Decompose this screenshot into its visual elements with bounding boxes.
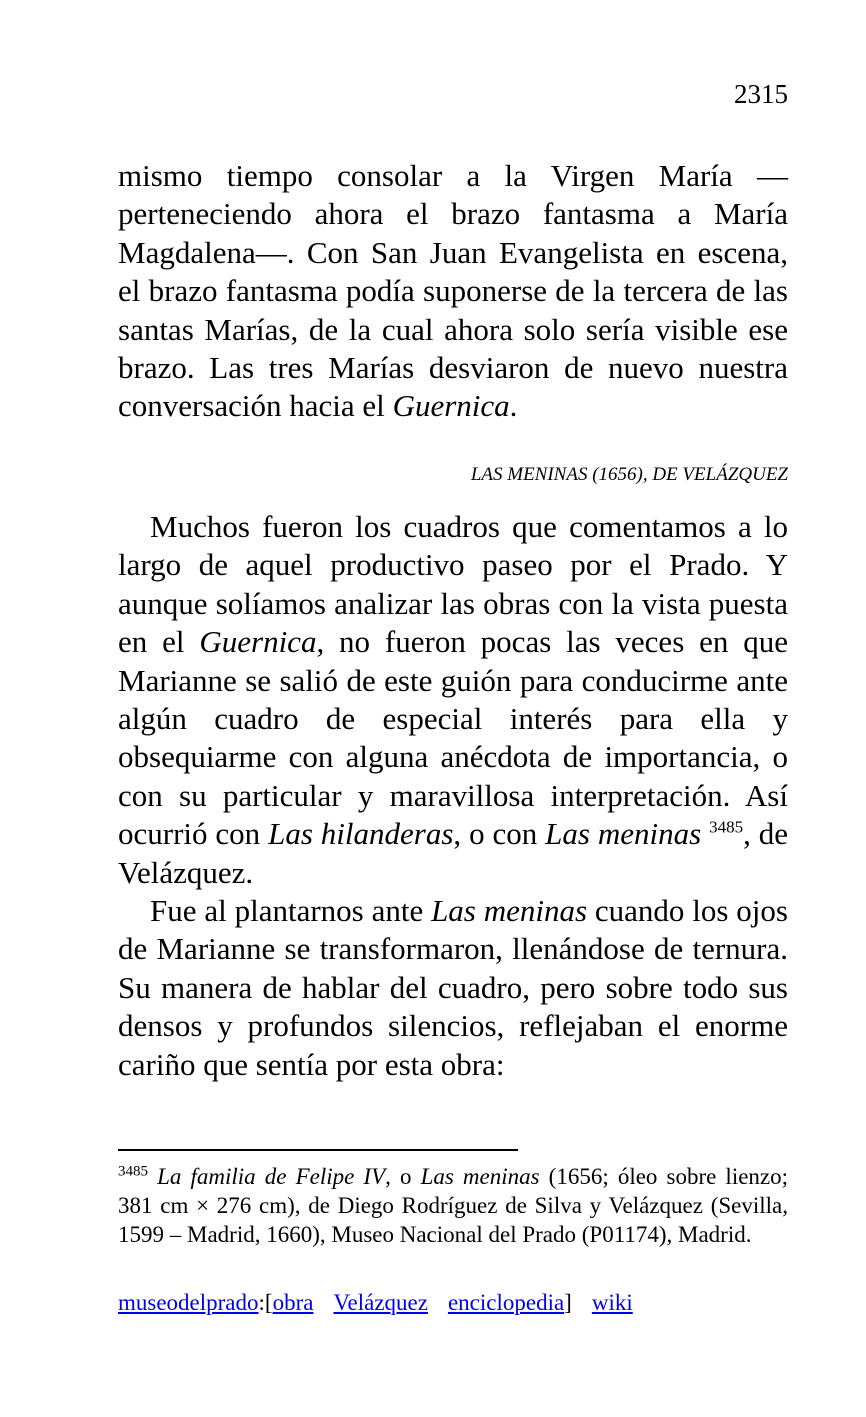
wiki-link[interactable]: wiki [591, 1290, 633, 1315]
museodelprado-link[interactable]: museodelprado [118, 1290, 259, 1315]
bracket-close: ] [564, 1290, 572, 1315]
enciclopedia-link[interactable]: enciclopedia [447, 1290, 565, 1315]
italic-title: Las meninas [545, 816, 702, 852]
footnote-reference[interactable]: 3485 [709, 817, 744, 837]
italic-title: Las meninas [431, 893, 588, 929]
bracket-open: :[ [258, 1290, 273, 1315]
section-heading: LAS MENINAS (1656), DE VELÁZQUEZ [470, 464, 788, 485]
footnote-text: (1656; óleo sobre lienzo; 381 cm × 276 cm), de Diego Rodríguez de Silva y Velázquez (Sevilla, 1599 – Madrid, 1660), Museo Nacional del Prado (P01174), Madrid. [118, 1164, 789, 1247]
paragraph-text: , de Velázquez. [118, 816, 788, 890]
footnote [118, 1162, 788, 1249]
obra-link[interactable]: obra [272, 1290, 314, 1315]
main-text [118, 508, 788, 1084]
italic-title: Guernica [199, 624, 317, 660]
footnote-divider [118, 1149, 518, 1151]
italic-title: Guernica [392, 388, 510, 424]
page-number: 2315 [734, 79, 788, 109]
paragraph-text: cuando los ojos de Marianne se transformaron, llenándose de ternura. Su manera de hablar del cuadro, pero sobre todo sus densos y profundos silencios, reflejaban el enorme cariño que sentía por esta obra: [118, 893, 788, 1082]
paragraph-text: , o con [453, 816, 546, 852]
paragraph-text: Muchos fueron los cuadros que comentamos a lo largo de aquel productivo paseo por el Prado. Y aunque solíamos analizar las obras con la vista puesta en el [118, 509, 788, 660]
reference-links [118, 1288, 633, 1317]
paragraph-2 [118, 892, 788, 1084]
italic-title: Las meninas [420, 1164, 540, 1189]
italic-title: Las hilanderas [268, 816, 454, 852]
italic-title: La familia de Felipe IV [157, 1164, 386, 1189]
paragraph-1 [118, 508, 788, 892]
footnote-text: , o [385, 1164, 421, 1189]
footnote-number: 3485 [118, 1163, 148, 1180]
paragraph-text: Fue al plantarnos ante [150, 893, 432, 929]
paragraph-end: . [509, 388, 518, 424]
paragraph-text: mismo tiempo consolar a la Virgen María —perteneciendo ahora el brazo fantasma a María Magdalena—. Con San Juan Evangelista en escena, el brazo fantasma podía suponerse de la tercera de las santas Marías, de la cual ahora solo sería visible ese brazo. Las tres Marías desviaron de nuevo nuestra conversación hacia el [118, 158, 788, 424]
velazquez-link[interactable]: Velázquez [333, 1290, 428, 1315]
paragraph-continuation [118, 157, 788, 426]
paragraph-text: , no fueron pocas las veces en que Marianne se salió de este guión para conducirme ante algún cuadro de especial interés para ella y obsequiarme con alguna anécdota de importancia, o con su particular y maravillosa interpretación. Así ocurrió con [118, 624, 788, 852]
